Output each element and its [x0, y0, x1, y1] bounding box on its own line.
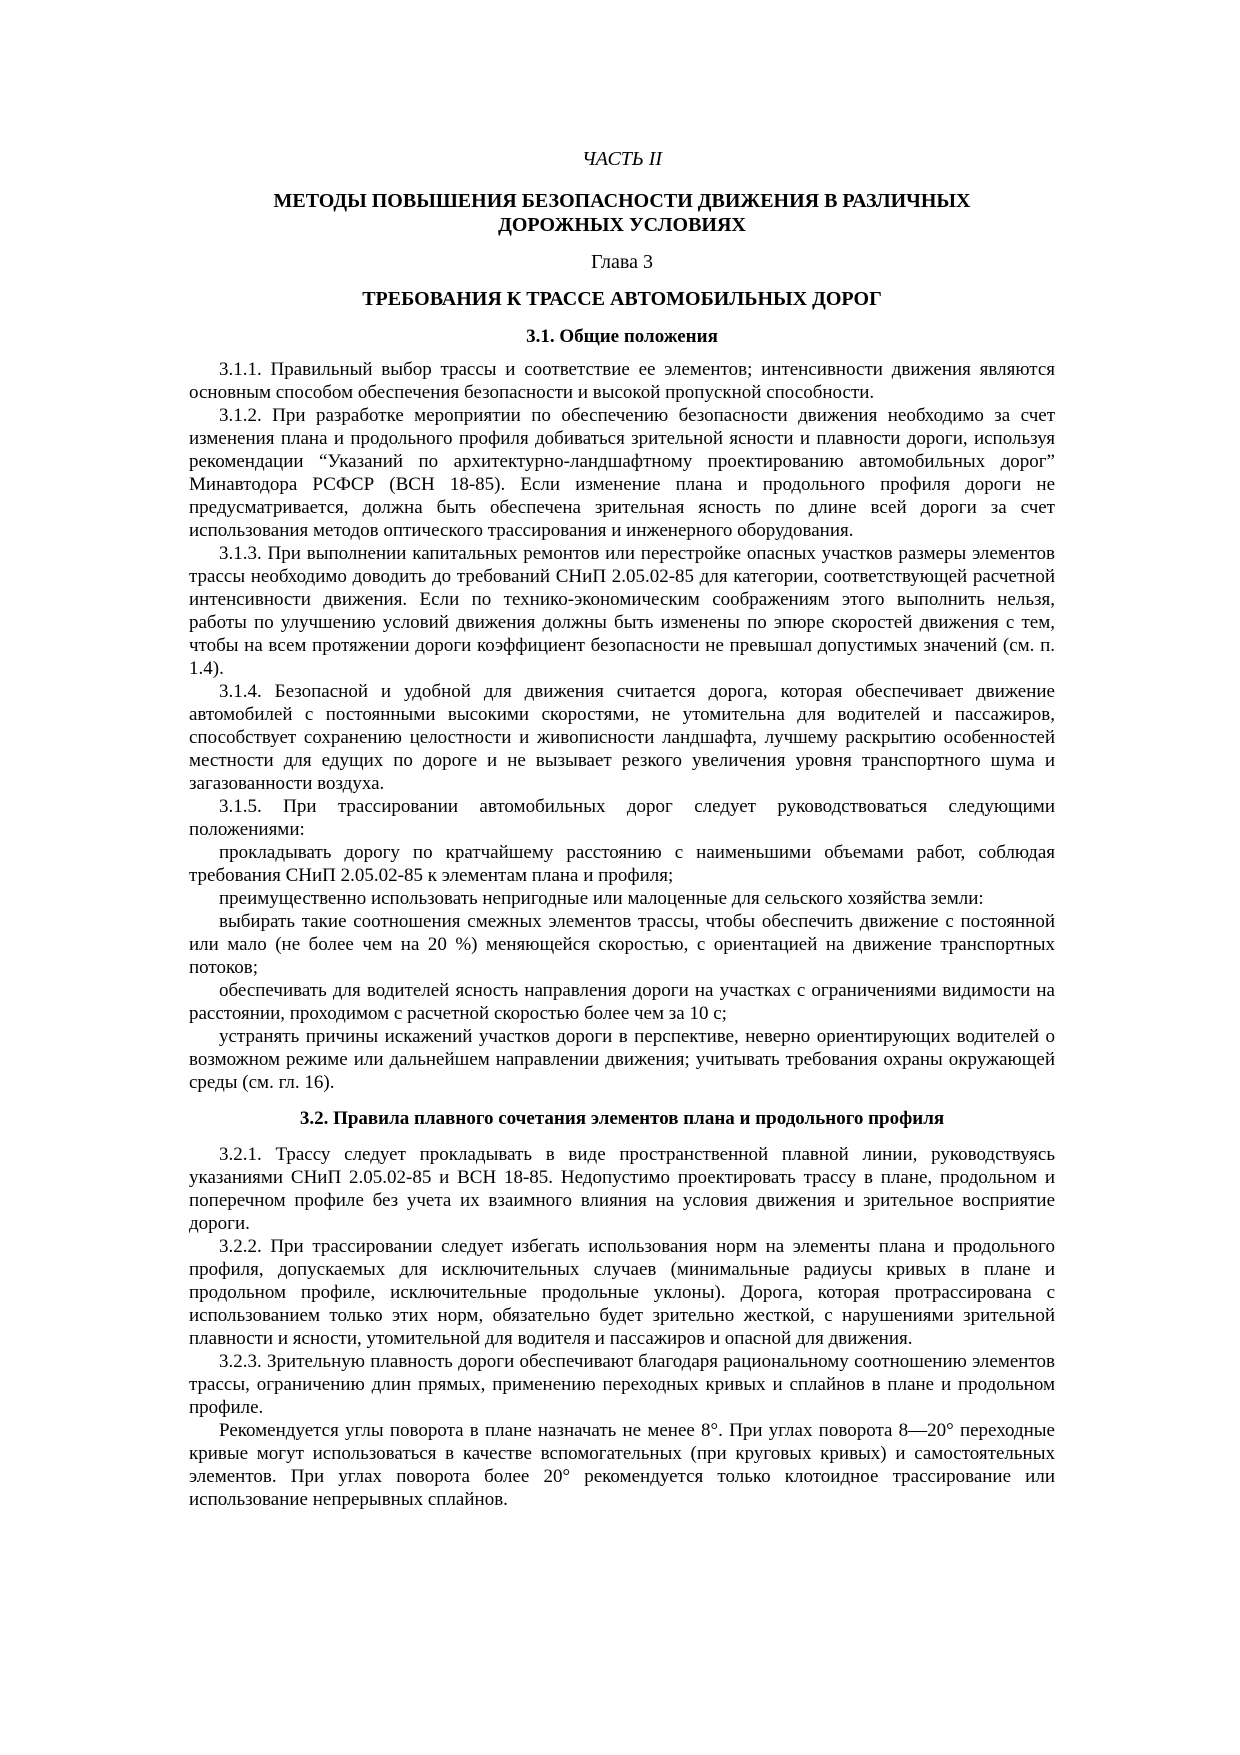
list-item-land-use: преимущественно использовать непригодные или малоценные для сельского хозяйства земли: — [219, 888, 984, 909]
part-heading: ЧАСТЬ II — [581, 148, 663, 170]
part-title-line-2: ДОРОЖНЫХ УСЛОВИЯХ — [498, 214, 746, 236]
document-page — [189, 148, 1055, 1511]
list-item-route-shortest: прокладывать дорогу по кратчайшему расстоянию с наименьшими объемами работ, соблюдая требования СНиП 2.05.02-85 к элементам плана и профиля; — [189, 842, 1055, 886]
paragraph-3-2-1: 3.2.1. Трассу следует прокладывать в виде пространственной плавной линии, руководствуясь указаниями СНиП 2.05.02-85 и ВСН 18-85. Недопустимо проектировать трассу в плане, продольном и поперечном профиле без учета их взаимного влияния на условия движения и зрительное восприятие дороги. — [189, 1144, 1055, 1234]
part-title-line-1: МЕТОДЫ ПОВЫШЕНИЯ БЕЗОПАСНОСТИ ДВИЖЕНИЯ В РАЗЛИЧНЫХ — [273, 190, 971, 212]
list-item-perspective-distortions: устранять причины искажений участков дороги в перспективе, неверно ориентирующих водителей о возможном режиме или дальнейшем направлении движения; учитывать требования охраны окружающей среды (см. гл. 16). — [189, 1026, 1055, 1093]
paragraph-3-1-2: 3.1.2. При разработке мероприятии по обеспечению безопасности движения необходимо за счет изменения плана и продольного профиля добиваться зрительной ясности и плавности дороги, используя рекомендации “Указаний по архитектурно-ландшафтному проектированию автомобильных дорог” Минавтодора РСФСР (ВСН 18-85). Если изменение плана и продольного профиля дороги не предусматривается, должна быть обеспечена зрительная ясность по длине всей дороги за счет использования методов оптического трассирования и инженерного оборудования. — [189, 405, 1055, 541]
chapter-number: Глава 3 — [591, 251, 653, 273]
paragraph-3-2-2: 3.2.2. При трассировании следует избегать использования норм на элементы плана и продольного профиля, допускаемых для исключительных случаев (минимальные радиусы кривых в плане и продольном профиле, исключительные продольные уклоны). Дорога, которая протрассирована с использованием только этих норм, обязательно будет зрительно жесткой, с нарушениями зрительной плавности и ясности, утомительной для водителя и пассажиров и опасной для движения. — [189, 1236, 1055, 1349]
paragraph-turn-angles: Рекомендуется углы поворота в плане назначать не менее 8°. При углах поворота 8—20° переходные кривые могут использоваться в качестве вспомогательных (при круговых кривых) и самостоятельных элементов. При углах поворота более 20° рекомендуется только клотоидное трассирование или использование непрерывных сплайнов. — [189, 1420, 1055, 1510]
paragraph-3-1-1: 3.1.1. Правильный выбор трассы и соответствие ее элементов; интенсивности движения являются основным способом обеспечения безопасности и высокой пропускной способности. — [189, 359, 1055, 403]
paragraph-3-1-3: 3.1.3. При выполнении капитальных ремонтов или перестройке опасных участков размеры элементов трассы необходимо доводить до требований СНиП 2.05.02-85 для категории, соответствующей расчетной интенсивности движения. Если по технико-экономическим соображениям этого выполнить нельзя, работы по улучшению условий движения должны быть изменены по эпюре скоростей движения с тем, чтобы на всем протяжении дороги коэффициент безопасности не превышал допустимых значений (см. п. 1.4). — [189, 543, 1055, 679]
part-title — [189, 189, 1055, 237]
paragraph-3-1-5: 3.1.5. При трассировании автомобильных дорог следует руководствоваться следующими положениями: — [189, 796, 1055, 840]
section-title-3-2: 3.2. Правила плавного сочетания элементов плана и продольного профиля — [299, 1108, 945, 1129]
paragraph-3-2-3: 3.2.3. Зрительную плавность дороги обеспечивают благодаря рациональному соотношению элементов трассы, ограничению длин прямых, применению переходных кривых и сплайнов в плане и продольном профиле. — [189, 1351, 1055, 1418]
chapter-title: ТРЕБОВАНИЯ К ТРАССЕ АВТОМОБИЛЬНЫХ ДОРОГ — [362, 288, 882, 310]
list-item-element-ratios: выбирать такие соотношения смежных элементов трассы, чтобы обеспечить движение с постоянной или мало (не более чем на 20 %) меняющейся скоростью, с ориентацией на движение транспортных потоков; — [189, 911, 1055, 978]
section-title-3-1: 3.1. Общие положения — [526, 326, 718, 347]
paragraph-3-1-4: 3.1.4. Безопасной и удобной для движения считается дорога, которая обеспечивает движение автомобилей с постоянными высокими скоростями, не утомительна для водителей и пассажиров, способствует сохранению целостности и живописности ландшафта, лучшему раскрытию особенностей местности для едущих по дороге и не вызывает резкого увеличения уровня транспортного шума и загазованности воздуха. — [189, 681, 1055, 794]
list-item-direction-clarity: обеспечивать для водителей ясность направления дороги на участках с ограничениями видимости на расстоянии, проходимом с расчетной скоростью более чем за 10 с; — [189, 980, 1055, 1024]
